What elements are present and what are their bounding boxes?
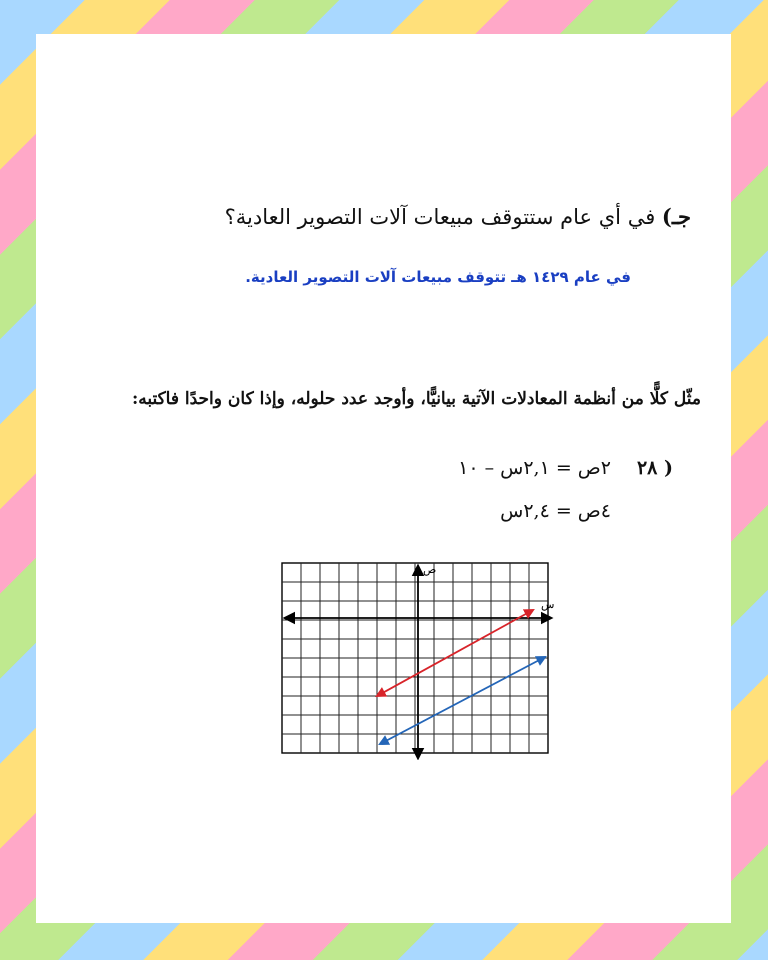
- line-2: [380, 657, 545, 744]
- equation-1: ٢ص = ٢,١س – ١٠: [458, 457, 611, 479]
- answer-c: في عام ١٤٢٩ هـ تتوقف مبيعات آلات التصوير العادية.: [245, 268, 631, 286]
- y-axis-label: ص: [423, 563, 437, 576]
- question-c: [225, 204, 691, 229]
- graph-grid: [282, 563, 548, 753]
- worksheet-page: [36, 34, 731, 923]
- question-c-label: جـ): [661, 204, 691, 229]
- problem-number: ٢٨ ): [636, 457, 673, 479]
- coordinate-graph: [279, 560, 559, 760]
- equation-2: ٤ص = ٢,٤س: [500, 500, 611, 522]
- question-c-text: في أي عام ستتوقف مبيعات آلات التصوير العادية؟: [224, 205, 656, 229]
- x-axis-label: س: [541, 598, 555, 611]
- instruction-text: مثّل كلًّا من أنظمة المعادلات الآتية بيانيًّا، وأوجد عدد حلوله، وإذا كان واحدًا فاكتبه:: [131, 389, 701, 409]
